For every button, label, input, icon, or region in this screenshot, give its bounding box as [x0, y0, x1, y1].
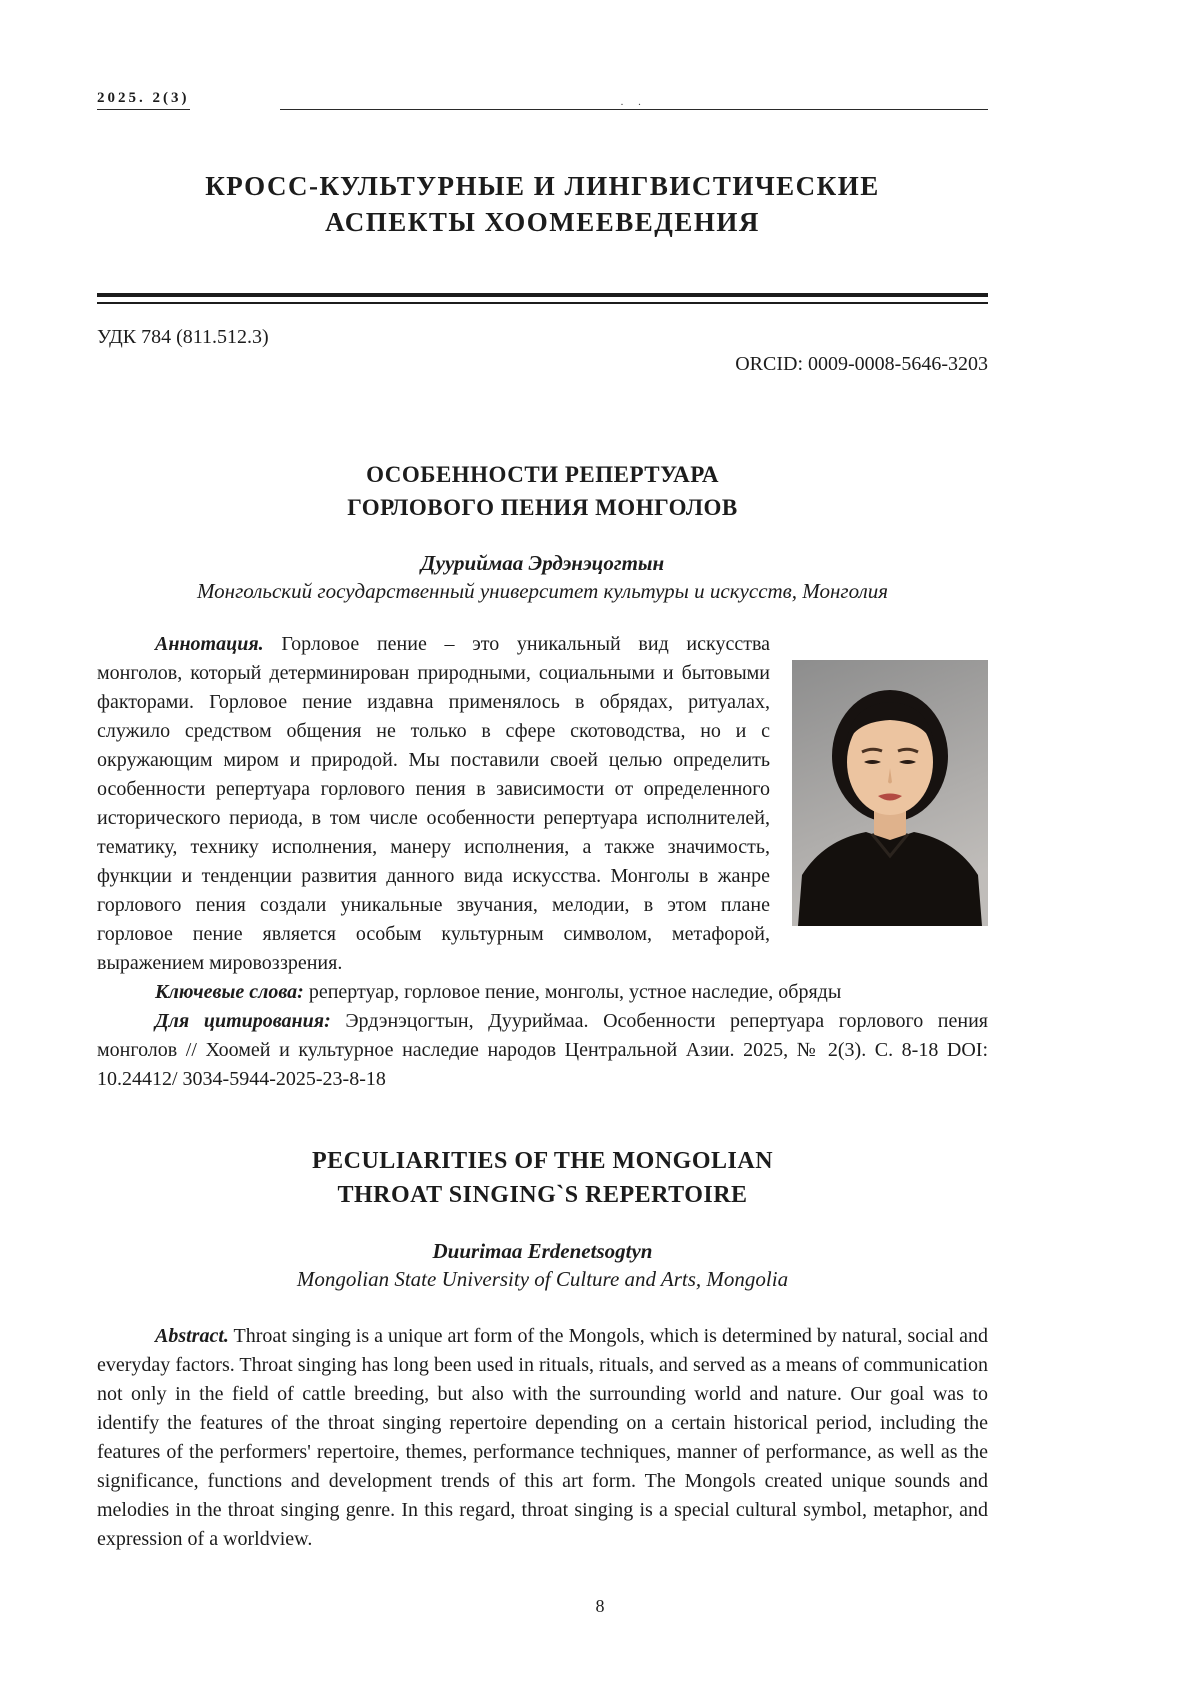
abstract-label-en: Abstract.: [155, 1325, 229, 1348]
keywords-label-ru: Ключевые слова:: [155, 980, 304, 1003]
article-title-ru: [97, 458, 988, 525]
author-photo: [792, 660, 988, 926]
orcid-id: ORCID: 0009-0008-5646-3203: [735, 352, 988, 375]
section-heading-line1: КРОСС-КУЛЬТУРНЫЕ И ЛИНГВИСТИЧЕСКИЕ: [205, 171, 880, 201]
keywords-ru: [97, 978, 988, 1007]
heading-divider: [97, 293, 988, 304]
citation-text-ru: Эрдэнэцогтын, Дууриймаа. Особенности репертуара горлового пения монголов // Хоомей и культурное наследие народов Центральной Азии. 2025, № 2(3). С. 8-18 DOI: 10.24412/ 3034-5944-2025-23-8-18: [97, 1009, 988, 1090]
author-affiliation-en: Mongolian State University of Culture and Arts, Mongolia: [296, 1267, 789, 1292]
author-name-ru: Дууриймаа Эрдэнэцогтын: [420, 550, 665, 575]
udc-code: УДК 784 (811.512.3): [97, 325, 269, 348]
section-heading: [97, 168, 988, 241]
author-name-en: Duurimaa Erdenetsogtyn: [432, 1239, 653, 1264]
abstract-ru: [97, 630, 988, 978]
running-head: [97, 0, 988, 110]
issue-number: 2025. 2(3): [97, 90, 190, 110]
keywords-text-ru: репертуар, горловое пение, монголы, устное наследие, обряды: [303, 980, 842, 1003]
article-title-en-line2: THROAT SINGING`S REPERTOIRE: [337, 1182, 748, 1209]
abstract-text-en: Throat singing is a unique art form of the Mongols, which is determined by natural, social and everyday factors. Throat singing has long been used in rituals, rituals, and served as a means of communication not only in the field of cattle breeding, but also with the surrounding world and nature. Our goal was to identify the features of the throat singing repertoire depending on a certain historical period, including the features of the performers' repertoire, themes, performance techniques, manner of performance, as well as the significance, functions and development trends of this art form. The Mongols created unique sounds and melodies in the throat singing genre. In this regard, throat singing is a special cultural symbol, metaphor, and expression of a worldview.: [97, 1325, 988, 1551]
article-title-ru-line1: ОСОБЕННОСТИ РЕПЕРТУАРА: [366, 461, 719, 487]
citation-label-ru: Для цитирования:: [155, 1009, 331, 1032]
author-portrait-illustration: [792, 660, 988, 926]
citation-ru: [97, 1007, 988, 1094]
article-title-en-line1: PECULIARITIES OF THE MONGOLIAN: [311, 1147, 774, 1174]
article-title-en: [97, 1144, 988, 1214]
abstract-text-ru: Горловое пение – это уникальный вид искусства монголов, который детерминирован природными, социальными и бытовыми факторами. Горловое пение издавна применялось в обрядах, ритуалах, служило средством общения не только в сфере скотоводства, но и с окружающим миром и природой. Мы поставили своей целью определить особенности репертуара горлового пения в зависимости от определенного исторического периода, в том числе особенности репертуара исполнителей, тематику, технику исполнения, манеру исполнения, а также значимость, функции и тенденции развития данного вида искусства. Монголы в жанре горлового пения создали уникальные звучания, мелодии, в этом плане горловое пение является особым культурным символом, метафорой, выражением мировоззрения.: [97, 632, 770, 974]
page-number: 8: [595, 1596, 605, 1617]
author-affiliation-ru: Монгольский государственный университет культуры и искусств, Монголия: [196, 578, 888, 603]
abstract-label-ru: Аннотация.: [155, 632, 264, 655]
abstract-en: [97, 1322, 988, 1554]
article-title-ru-line2: ГОРЛОВОГО ПЕНИЯ МОНГОЛОВ: [347, 495, 738, 521]
running-head-rule: . .: [280, 97, 989, 110]
section-heading-line2: АСПЕКТЫ ХООМЕЕВЕДЕНИЯ: [325, 207, 760, 238]
